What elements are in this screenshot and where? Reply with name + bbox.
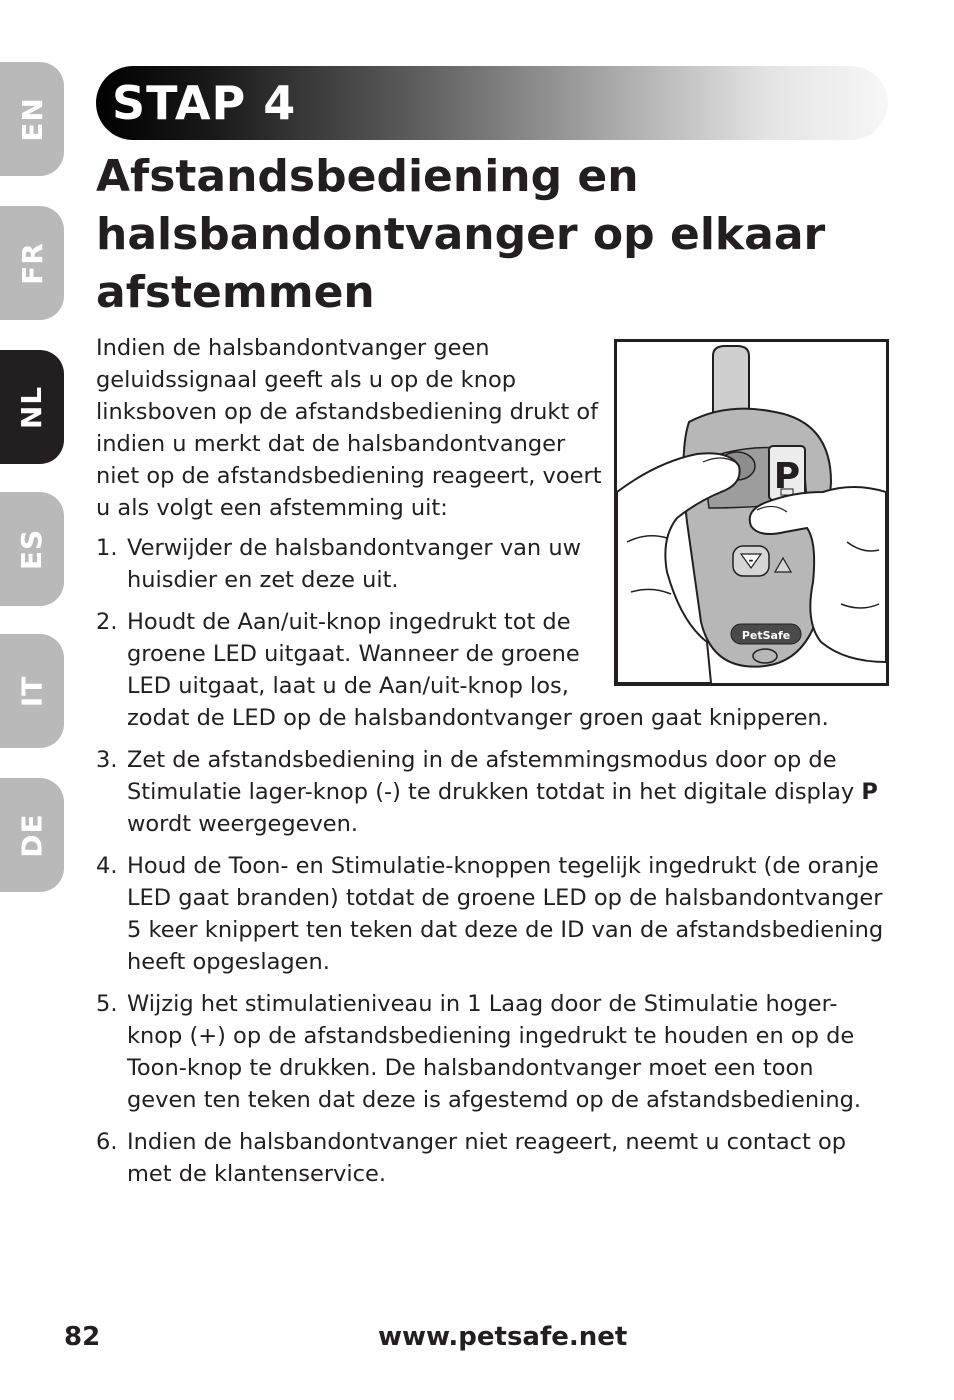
step-text: Wijzig het stimulatieniveau in 1 Laag door de Stimulatie hoger-knop (+) op de afstandsbediening ingedrukt te houden en op de Toon-knop te drukken. De halsbandontvanger moet een toon geven ten teken dat deze is afgestemd op de afstandsbediening. <box>127 991 862 1113</box>
step-text: Houdt de Aan/uit-knop ingedrukt tot de groene LED uitgaat. Wanneer de groene LED uitgaat, laat u de Aan/uit-knop los, <box>127 609 580 699</box>
hand-remote-drawing <box>617 342 886 683</box>
step-number: 6. <box>96 1129 118 1155</box>
step-text-end: wordt weergegeven. <box>127 811 359 837</box>
step-text: Houd de Toon- en Stimulatie-knoppen tegelijk ingedrukt (de oranje LED gaat branden) totdat de groene LED op de halsbandontvanger 5 keer knippert ten teken dat deze de ID van de afstandsbediening heeft opgeslagen. <box>127 853 884 975</box>
tab-es[interactable] <box>0 492 64 606</box>
step-number: 5. <box>96 991 118 1017</box>
tab-de-label: DE <box>15 812 49 858</box>
list-item <box>96 744 886 840</box>
brand-badge: PetSafe <box>741 629 791 642</box>
step-banner <box>96 66 888 140</box>
display-char: P <box>773 456 801 497</box>
step-number: 3. <box>96 747 118 773</box>
list-item <box>96 988 886 1116</box>
tab-fr[interactable] <box>0 206 64 320</box>
remote-illustration <box>614 339 889 686</box>
list-item <box>96 850 886 978</box>
step-text: Verwijder de halsbandontvanger van uw huisdier en zet deze uit. <box>127 535 581 593</box>
step-text-continued: zodat de LED op de halsbandontvanger groen gaat knipperen. <box>127 705 829 731</box>
tab-fr-label: FR <box>15 241 49 285</box>
step-text: Zet de afstandsbediening in de afstemmingsmodus door op de Stimulatie lager-knop (-) te drukken totdat in het digitale display <box>127 747 855 805</box>
tab-de[interactable] <box>0 778 64 892</box>
step-text: Indien de halsbandontvanger niet reageert, neemt u contact op met de klantenservice. <box>127 1129 847 1187</box>
step-number: 1. <box>96 535 118 561</box>
minus-label: - <box>748 553 754 567</box>
tab-nl-label: NL <box>15 385 49 429</box>
step-label: STAP 4 <box>112 76 297 130</box>
tab-en-label: EN <box>15 96 49 142</box>
tab-it[interactable] <box>0 634 64 748</box>
step-number: 4. <box>96 853 118 879</box>
tab-en[interactable] <box>0 62 64 176</box>
list-item <box>96 1126 886 1190</box>
intro-paragraph: Indien de halsbandontvanger geen geluidssignaal geeft als u op de knop linksboven op de afstandsbediening drukt of indien u merkt dat de halsbandontvanger niet op de afstandsbediening reageert, voert u als volgt een afstemming uit: <box>96 335 602 521</box>
page-number: 82 <box>64 1322 101 1352</box>
tab-nl[interactable] <box>0 350 64 464</box>
tab-es-label: ES <box>15 528 49 570</box>
step-number: 2. <box>96 609 118 635</box>
tab-it-label: IT <box>15 675 49 707</box>
website-url[interactable]: www.petsafe.net <box>378 1322 628 1352</box>
page-title: Afstandsbediening en halsbandontvanger op elkaar afstemmen <box>96 151 826 318</box>
display-p-symbol: P <box>861 779 878 805</box>
